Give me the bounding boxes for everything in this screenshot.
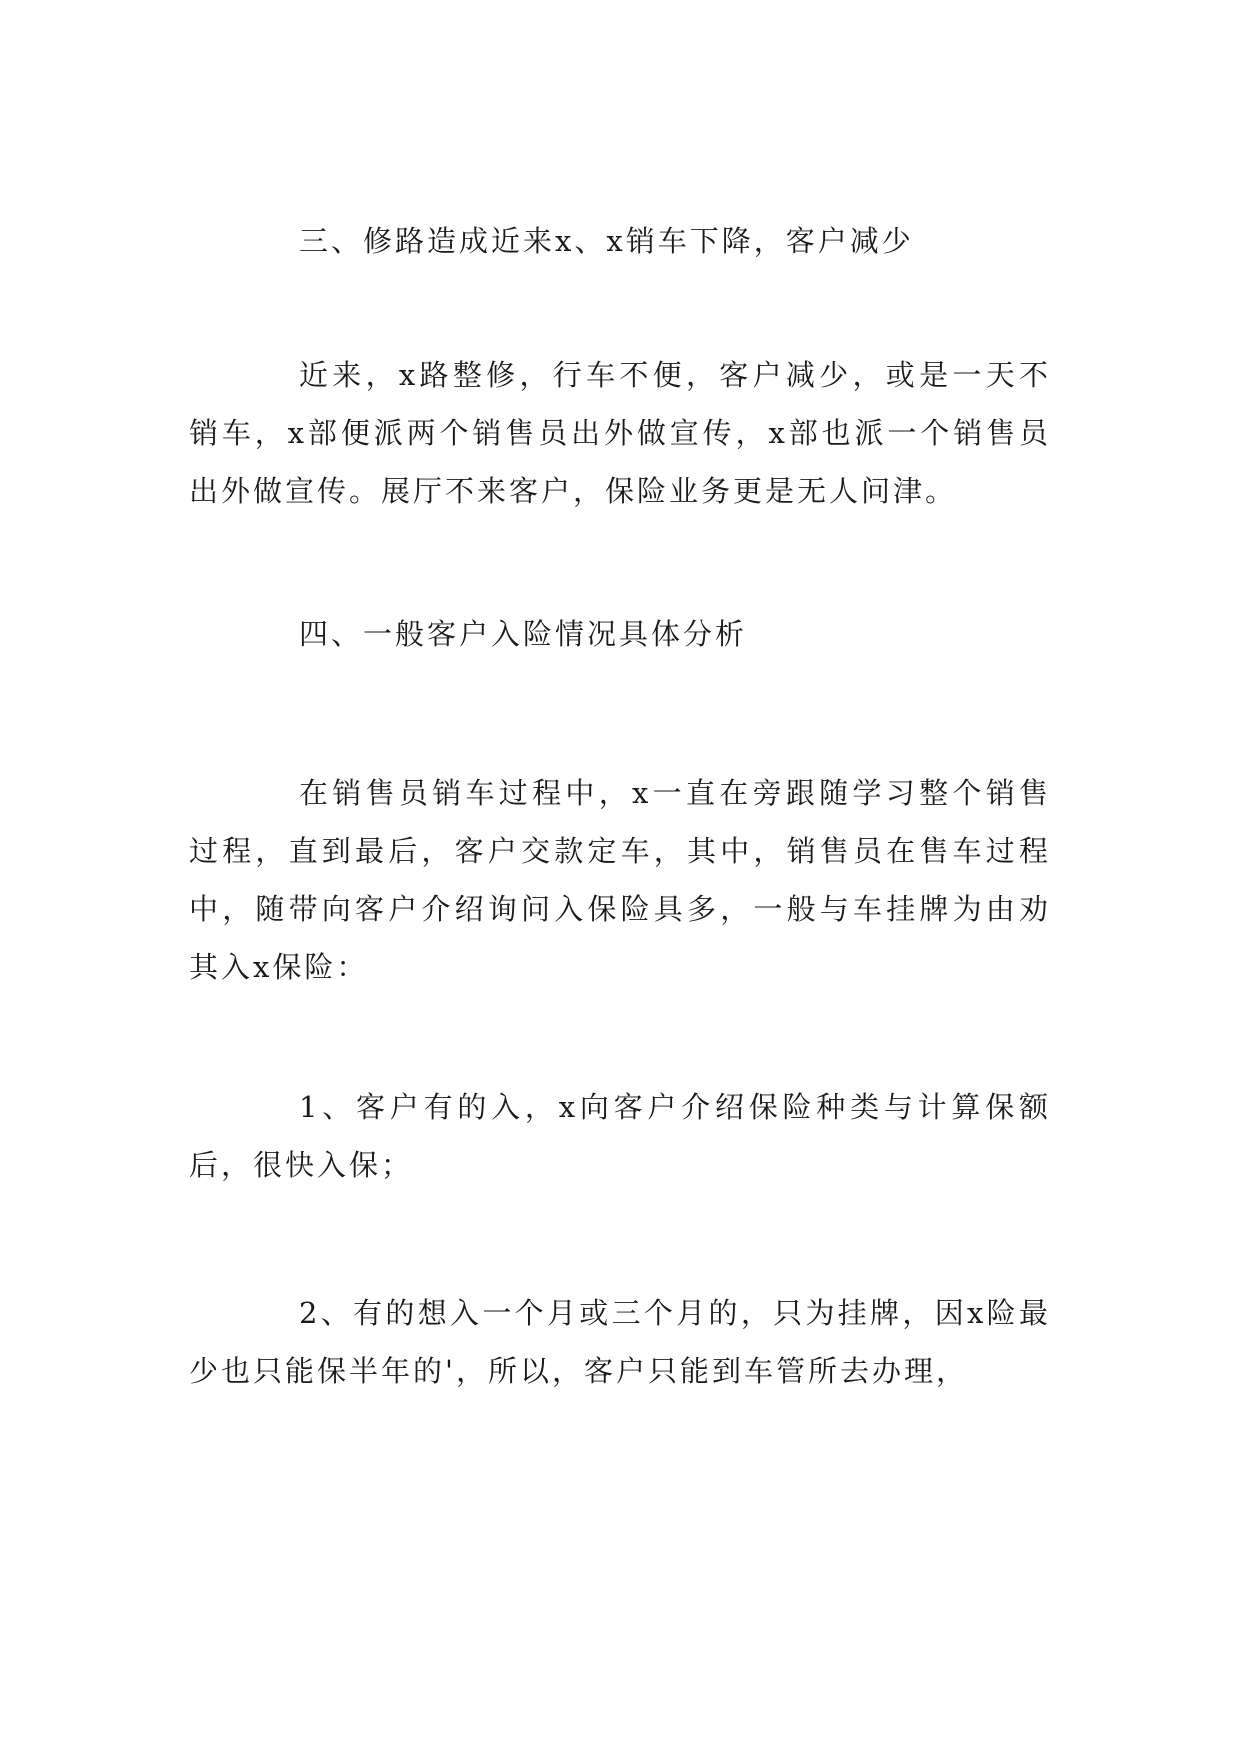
paragraph-road-repair: 近来，x路整修，行车不便，客户减少，或是一天不销车，x部便派两个销售员出外做宣传，x部也派一个销售员出外做宣传。展厅不来客户，保险业务更是无人问津。 xyxy=(189,358,1051,508)
section-heading-3: 三、修路造成近来x、x销车下降，客户减少 xyxy=(299,224,914,258)
list-item-2: 2、有的想入一个月或三个月的，只为挂牌，因x险最少也只能保半年的'，所以，客户只能到车管所去办理， xyxy=(189,1296,1051,1388)
section-heading-4: 四、一般客户入险情况具体分析 xyxy=(299,617,748,651)
paragraph-sales-process: 在销售员销车过程中，x一直在旁跟随学习整个销售过程，直到最后，客户交款定车，其中，销售员在售车过程中，随带向客户介绍询问入保险具多，一般与车挂牌为由劝其入x保险： xyxy=(189,776,1051,984)
list-item-1: 1、客户有的入，x向客户介绍保险种类与计算保额后，很快入保； xyxy=(189,1090,1051,1182)
